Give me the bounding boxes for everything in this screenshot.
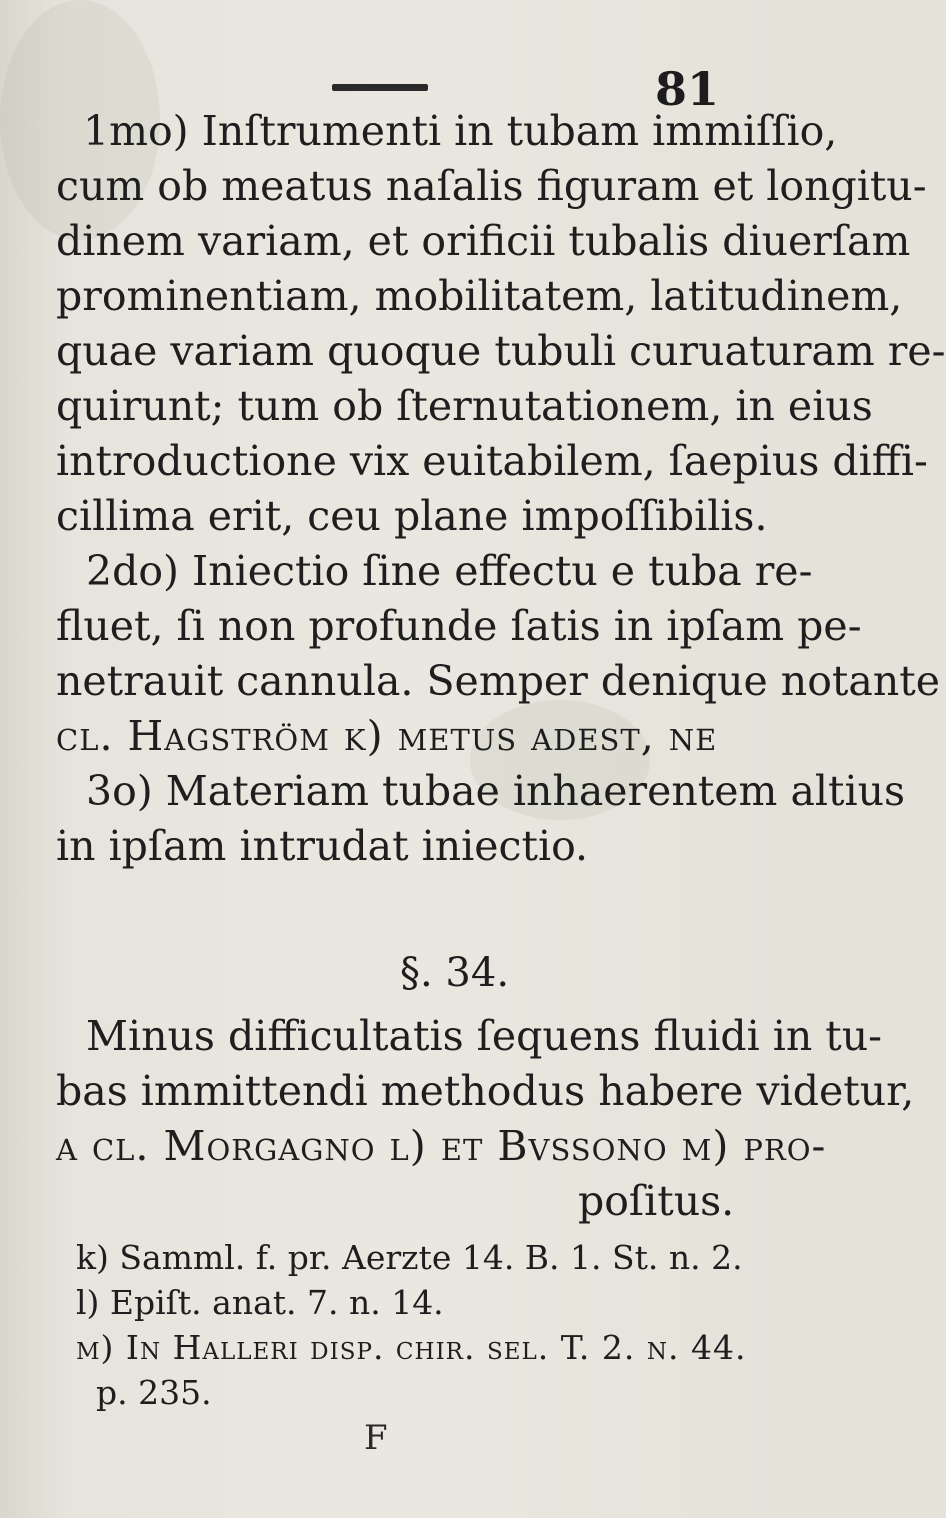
- body-line: fluet, ſi non profunde ſatis in ipſam pe-: [56, 602, 862, 650]
- body-line: prominentiam, mobilitatem, latitudinem,: [56, 272, 903, 320]
- body-line: in ipſam intrudat iniectio.: [56, 822, 589, 870]
- body-line: 2do) Iniectio ſine effectu e tuba re-: [86, 547, 813, 595]
- section-number: §. 34.: [400, 950, 510, 996]
- section-line: poſitus.: [578, 1177, 735, 1225]
- footnote: m) In Halleri diſp. chir. ſel. T. 2. n. 44.: [76, 1328, 747, 1367]
- body-line: 1mo) Inſtrumenti in tubam immiſſio,: [83, 107, 838, 155]
- section-line: a cl. Morgagno l) et Bvssono m) pro-: [56, 1122, 827, 1170]
- footnote: p. 235.: [96, 1373, 212, 1412]
- page-number: 81: [655, 62, 720, 116]
- body-line: quae variam quoque tubuli curuaturam re-: [56, 327, 946, 375]
- body-line: netrauit cannula. Semper denique notante: [56, 657, 940, 705]
- header-rule: [332, 84, 428, 91]
- section-line: bas immittendi methodus habere videtur,: [56, 1067, 915, 1115]
- body-line: quirunt; tum ob ſternutationem, in eius: [56, 382, 873, 430]
- footnote: k) Samml. f. pr. Aerzte 14. B. 1. St. n. 2.: [76, 1238, 743, 1277]
- body-line: 3o) Materiam tubae inhaerentem altius: [86, 767, 906, 815]
- body-line: cum ob meatus naſalis figuram et longitu-: [56, 162, 927, 210]
- footnote: l) Epiſt. anat. 7. n. 14.: [76, 1283, 444, 1322]
- body-line: cl. Hagström k) metus adeſt, ne: [56, 712, 718, 760]
- signature-mark: F: [364, 1418, 388, 1458]
- body-line: dinem variam, et orificii tubalis diuerſam: [56, 217, 911, 265]
- body-line: introductione vix euitabilem, ſaepius diffi-: [56, 437, 928, 485]
- body-line: cillima erit, ceu plane impoſſibilis.: [56, 492, 768, 540]
- section-line: Minus difficultatis ſequens fluidi in tu-: [86, 1012, 883, 1060]
